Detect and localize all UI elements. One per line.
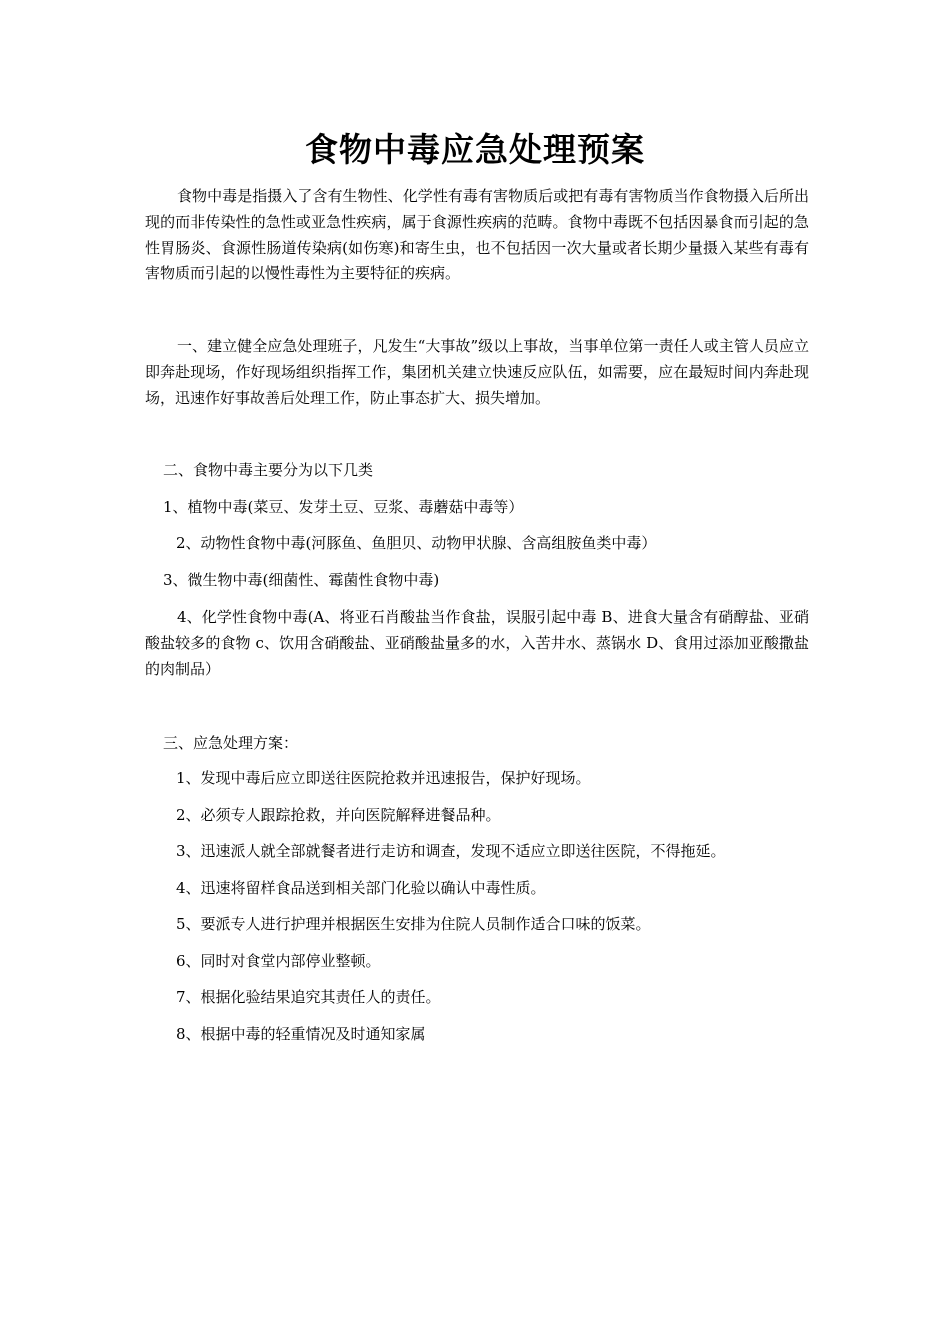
section-3-item-5: 5、要派专人进行护理并根据医生安排为住院人员制作适合口味的饭菜。 (176, 915, 651, 933)
section-3-item-3: 3、迅速派人就全部就餐者进行走访和调查，发现不适应立即送往医院，不得拖延。 (176, 842, 726, 860)
section-1-paragraph: 一、建立健全应急处理班子，凡发生“大事故”级以上事故，当事单位第一责任人或主管人员应立即奔赴现场，作好现场组织指挥工作，集团机关建立快速反应队伍，如需要，应在最短时间内奔赴现场，迅速作好事故善后处理工作，防止事态扩大、损失增加。 (145, 337, 809, 407)
section-2-item-3: 3、微生物中毒(细菌性、霉菌性食物中毒) (163, 571, 440, 589)
section-3-item-7: 7、根据化验结果追究其责任人的责任。 (176, 988, 441, 1006)
section-2-item-4: 4、化学性食物中毒(A、将亚石肖酸盐当作食盐，误服引起中毒 B、进食大量含有硝醇盐、亚硝酸盐较多的食物 c、饮用含硝酸盐、亚硝酸盐量多的水，入苦井水、蒸锅水 D、食用过添加亚酸撒盐的肉制品） (145, 608, 809, 678)
document-title: 食物中毒应急处理预案 (305, 130, 645, 169)
intro-paragraph: 食物中毒是指摄入了含有生物性、化学性有毒有害物质后或把有毒有害物质当作食物摄入后所出现的而非传染性的急性或亚急性疾病，属于食源性疾病的范畴。食物中毒既不包括因暴食而引起的急性胃肠炎、食源性肠道传染病(如伤寒)和寄生虫，也不包括因一次大量或者长期少量摄入某些有毒有害物质而引起的以慢性毒性为主要特征的疾病。 (145, 187, 809, 283)
section-2-item-1: 1、植物中毒(菜豆、发芽土豆、豆浆、毒蘑菇中毒等） (163, 498, 524, 516)
section-3-item-6: 6、同时对食堂内部停业整顿。 (176, 952, 381, 970)
section-3-heading: 三、应急处理方案： (163, 734, 299, 752)
section-3-item-2: 2、必须专人跟踪抢救，并向医院解释进餐品种。 (176, 806, 501, 824)
section-2-item-2: 2、动物性食物中毒(河豚鱼、鱼胆贝、动物甲状腺、含高组胺鱼类中毒） (176, 534, 657, 552)
section-2-heading: 二、食物中毒主要分为以下几类 (163, 461, 374, 479)
section-3-item-1: 1、发现中毒后应立即送往医院抢救并迅速报告，保护好现场。 (176, 769, 591, 787)
section-3-item-4: 4、迅速将留样食品送到相关部门化验以确认中毒性质。 (176, 879, 546, 897)
section-3-item-8: 8、根据中毒的轻重情况及时通知家属 (176, 1025, 426, 1043)
